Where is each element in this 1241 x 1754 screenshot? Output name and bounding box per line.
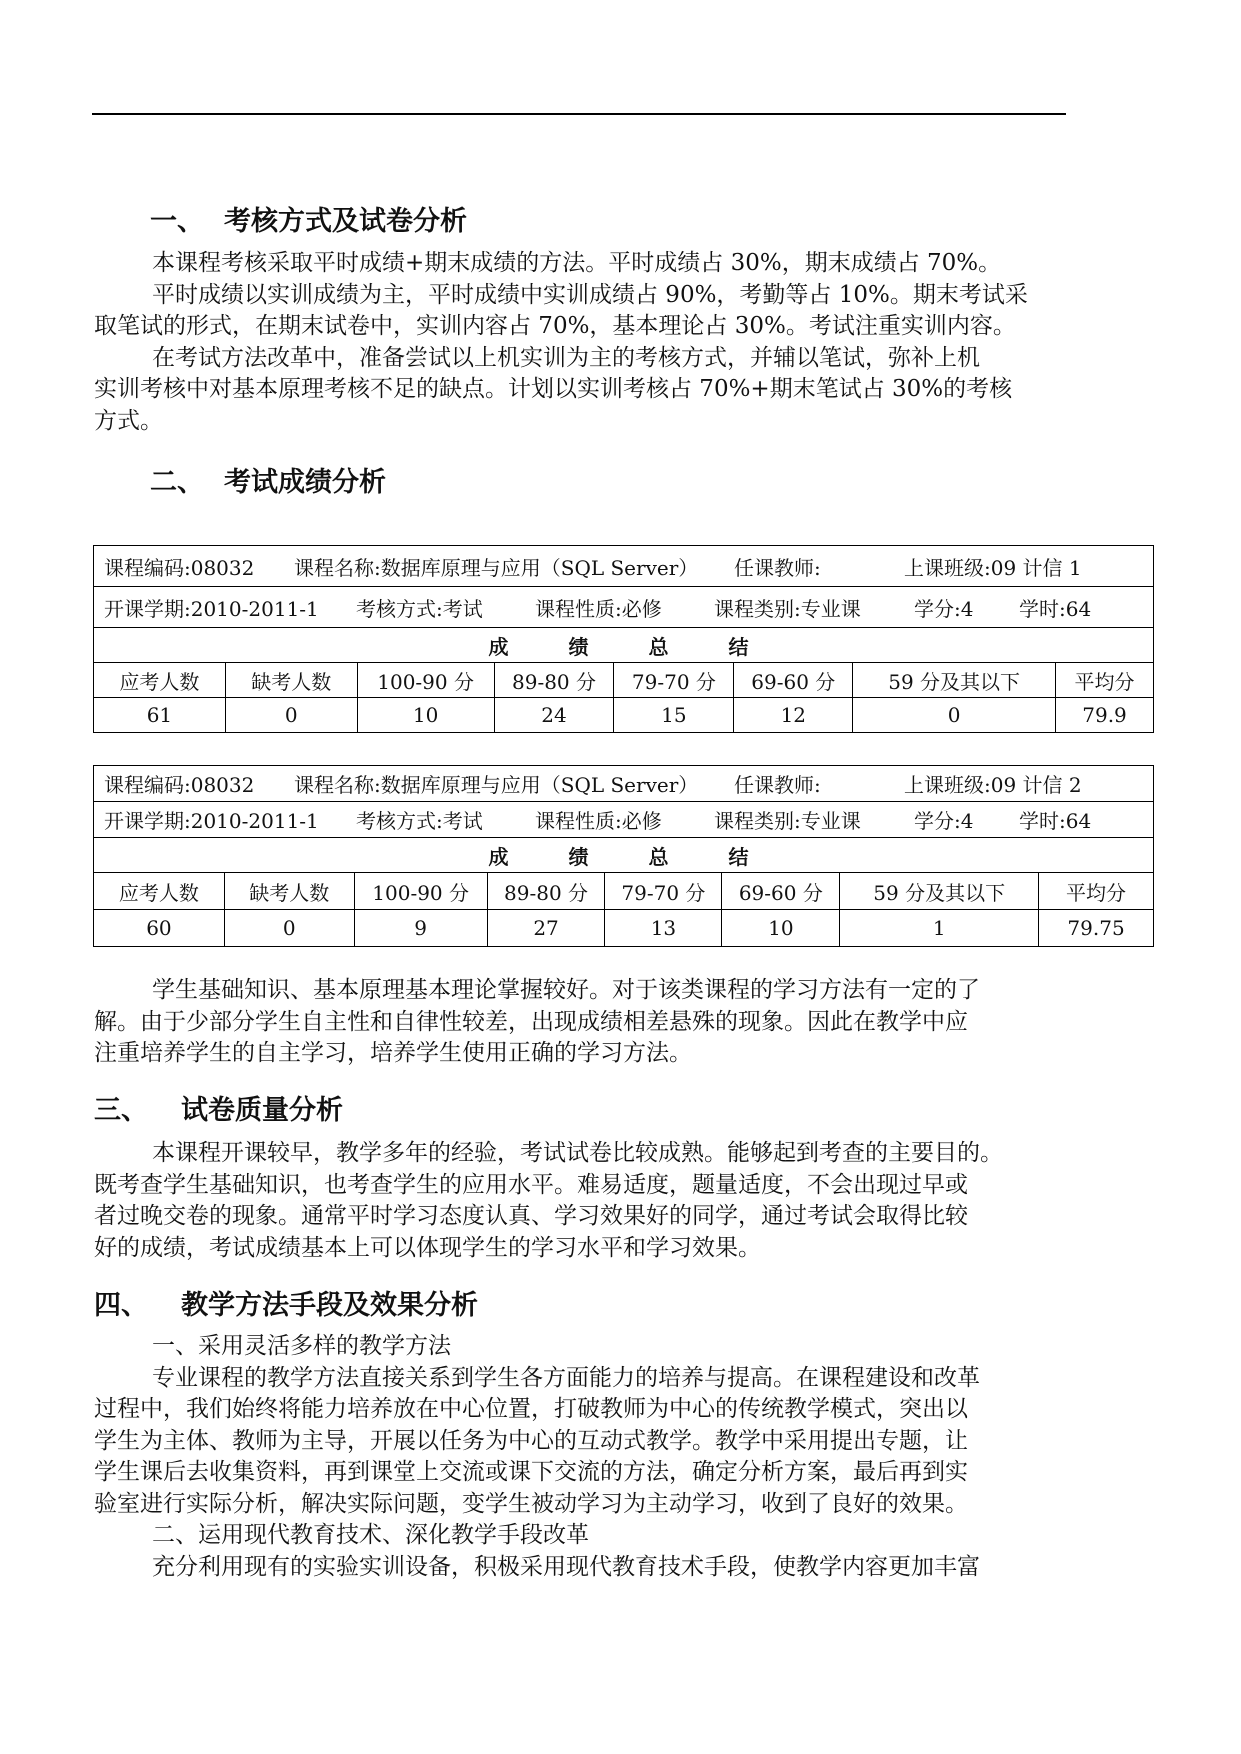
text-line: 本课程开课较早，教学多年的经验，考试试卷比较成熟。能够起到考查的主要目的。 <box>152 1140 1003 1166</box>
text-line: 方式。 <box>94 407 163 434</box>
section-1-heading <box>150 199 467 238</box>
column-header: 89-80 分 <box>487 873 605 910</box>
course-teacher: 任课教师: <box>734 773 821 797</box>
course-credit: 学分:4 <box>914 596 974 621</box>
table-cell: 79.9 <box>1056 698 1154 733</box>
header-rule <box>92 113 1066 115</box>
table-row <box>94 910 1154 947</box>
course-term: 开课学期:2010-2011-1 <box>104 809 319 833</box>
section-4-number: 四、 <box>94 1290 148 1321</box>
text-line: 取笔试的形式，在期末试卷中，实训内容占 70%，基本理论占 30%。考试注重实训内容。 <box>94 313 1016 339</box>
section-4-title: 教学方法手段及效果分析 <box>181 1290 478 1321</box>
section-1-number: 一、 <box>150 206 204 237</box>
column-header: 79-70 分 <box>605 873 722 910</box>
subheading-line: 一、采用灵活多样的教学方法 <box>152 1333 451 1359</box>
section-2-paragraph <box>94 975 1064 1070</box>
course-meta-row <box>94 587 1154 628</box>
table-cell: 0 <box>853 698 1056 733</box>
table-cell: 13 <box>605 910 722 947</box>
course-class: 上课班级:09 计信 2 <box>904 773 1082 797</box>
table-header-row <box>94 873 1154 910</box>
table-cell: 0 <box>224 910 354 947</box>
course-code: 课程编码:08032 <box>104 555 255 580</box>
text-line: 好的成绩，考试成绩基本上可以体现学生的学习水平和学习效果。 <box>94 1234 761 1261</box>
summary-title: 成绩总结 <box>94 838 1154 873</box>
course-credit: 学分:4 <box>914 809 974 833</box>
section-4-paragraph <box>94 1331 1064 1583</box>
text-line: 在考试方法改革中，准备尝试以上机实训为主的考核方式，并辅以笔试，弥补上机 <box>152 344 980 371</box>
text-line: 实训考核中对基本原理考核不足的缺点。计划以实训考核占 70%+期末笔试占 30%的考核 <box>94 376 1013 402</box>
table-cell: 10 <box>722 910 840 947</box>
text-line: 注重培养学生的自主学习，培养学生使用正确的学习方法。 <box>94 1040 692 1066</box>
section-3-heading <box>94 1088 343 1127</box>
course-exam: 考核方式:考试 <box>356 809 483 833</box>
table-cell: 60 <box>94 910 225 947</box>
column-header: 89-80 分 <box>494 663 614 698</box>
course-exam: 考核方式:考试 <box>356 596 483 621</box>
section-2-heading <box>150 460 386 499</box>
text-line: 专业课程的教学方法直接关系到学生各方面能力的培养与提高。在课程建设和改革 <box>152 1364 980 1391</box>
section-1-paragraph <box>94 248 1064 437</box>
column-header: 缺考人数 <box>224 873 354 910</box>
column-header: 69-60 分 <box>722 873 840 910</box>
course-code: 课程编码:08032 <box>104 773 255 797</box>
course-category: 课程类别:专业课 <box>714 596 861 621</box>
score-table-1 <box>93 545 1154 733</box>
text-line: 验室进行实际分析，解决实际问题，变学生被动学习为主动学习，收到了良好的效果。 <box>94 1490 968 1517</box>
column-header: 100-90 分 <box>357 663 494 698</box>
text-line: 学生为主体、教师为主导，开展以任务为中心的互动式教学。教学中采用提出专题，让 <box>94 1427 968 1454</box>
course-meta-row <box>94 802 1154 838</box>
course-name: 课程名称:数据库原理与应用（SQL Server） <box>294 773 699 797</box>
column-header: 平均分 <box>1039 873 1154 910</box>
course-hours: 学时:64 <box>1019 809 1092 833</box>
column-header: 应考人数 <box>94 873 225 910</box>
column-header: 79-70 分 <box>614 663 734 698</box>
course-nature: 课程性质:必修 <box>535 809 662 833</box>
section-4-heading <box>94 1283 478 1322</box>
table-cell: 9 <box>354 910 487 947</box>
section-1-title: 考核方式及试卷分析 <box>224 206 467 237</box>
course-term: 开课学期:2010-2011-1 <box>104 596 319 621</box>
course-nature: 课程性质:必修 <box>535 596 662 621</box>
course-class: 上课班级:09 计信 1 <box>904 555 1082 580</box>
course-hours: 学时:64 <box>1019 596 1092 621</box>
course-category: 课程类别:专业课 <box>714 809 861 833</box>
text-line: 过程中，我们始终将能力培养放在中心位置，打破教师为中心的传统教学模式，突出以 <box>94 1396 968 1422</box>
column-header: 缺考人数 <box>225 663 357 698</box>
column-header: 平均分 <box>1056 663 1154 698</box>
text-line: 平时成绩以实训成绩为主，平时成绩中实训成绩占 90%，考勤等占 10%。期末考试采 <box>152 281 1028 308</box>
course-info-row <box>94 546 1154 587</box>
table-cell: 79.75 <box>1039 910 1154 947</box>
summary-title: 成绩总结 <box>94 628 1154 663</box>
table-cell: 10 <box>357 698 494 733</box>
table-cell: 12 <box>734 698 853 733</box>
table-cell: 61 <box>94 698 226 733</box>
column-header: 应考人数 <box>94 663 226 698</box>
text-line: 既考查学生基础知识，也考查学生的应用水平。难易适度，题量适度，不会出现过早或 <box>94 1171 968 1198</box>
text-line: 学生课后去收集资料，再到课堂上交流或课下交流的方法，确定分析方案，最后再到实 <box>94 1459 968 1485</box>
column-header: 100-90 分 <box>354 873 487 910</box>
course-name: 课程名称:数据库原理与应用（SQL Server） <box>294 555 699 580</box>
text-line: 学生基础知识、基本原理基本理论掌握较好。对于该类课程的学习方法有一定的了 <box>152 977 980 1003</box>
table-cell: 24 <box>494 698 614 733</box>
table-cell: 15 <box>614 698 734 733</box>
section-3-title: 试卷质量分析 <box>181 1095 343 1126</box>
section-2-title: 考试成绩分析 <box>224 467 386 498</box>
table-row <box>94 698 1154 733</box>
subheading-line: 二、运用现代教育技术、深化教学手段改革 <box>152 1522 589 1548</box>
column-header: 69-60 分 <box>734 663 853 698</box>
text-line: 充分利用现有的实验实训设备，积极采用现代教育技术手段，使教学内容更加丰富 <box>152 1553 980 1580</box>
column-header: 59 分及其以下 <box>853 663 1056 698</box>
section-3-paragraph <box>94 1138 1064 1264</box>
text-line: 本课程考核采取平时成绩+期末成绩的方法。平时成绩占 30%，期末成绩占 70%。 <box>152 250 1002 276</box>
table-header-row <box>94 663 1154 698</box>
table-cell: 0 <box>225 698 357 733</box>
text-line: 者过晚交卷的现象。通常平时学习态度认真、学习效果好的同学，通过考试会取得比较 <box>94 1203 968 1229</box>
section-3-number: 三、 <box>94 1095 148 1126</box>
column-header: 59 分及其以下 <box>840 873 1039 910</box>
table-cell: 27 <box>487 910 605 947</box>
text-line: 解。由于少部分学生自主性和自律性较差，出现成绩相差悬殊的现象。因此在教学中应 <box>94 1008 968 1035</box>
score-table-2 <box>93 765 1154 947</box>
table-cell: 1 <box>840 910 1039 947</box>
course-info-row <box>94 766 1154 802</box>
course-teacher: 任课教师: <box>734 555 821 580</box>
section-2-number: 二、 <box>150 467 204 498</box>
